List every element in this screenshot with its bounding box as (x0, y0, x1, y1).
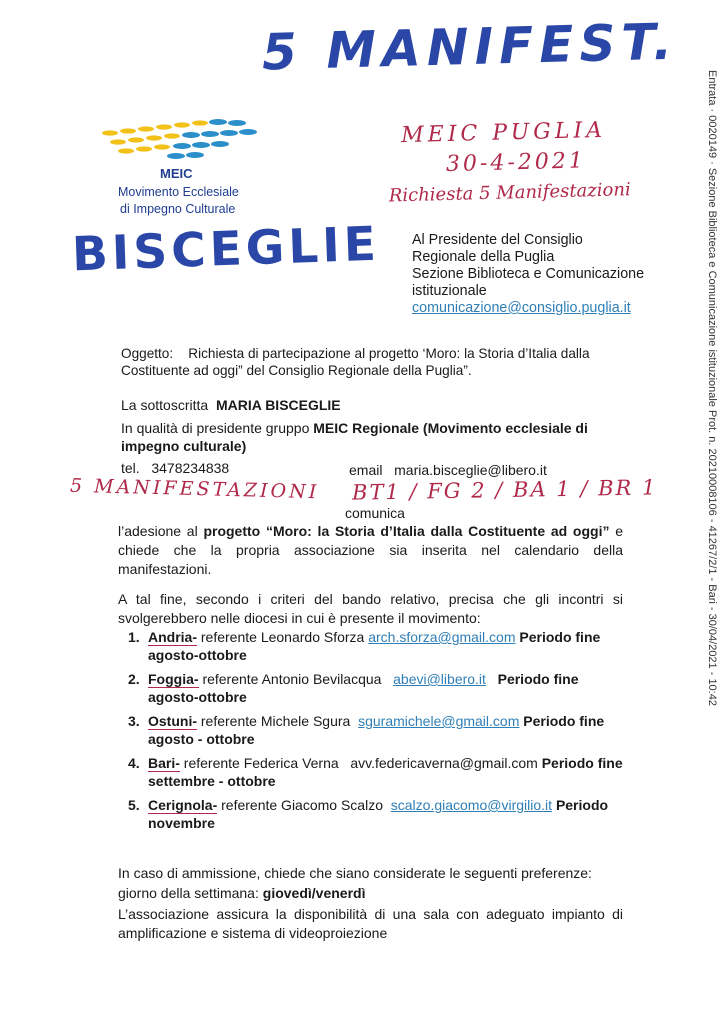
item-number: 5. (128, 797, 140, 813)
addressee-line: istituzionale (412, 283, 487, 299)
preferences-day (118, 884, 623, 903)
stamp-line-3: Richiesta 5 Manifestazioni (388, 179, 631, 207)
stamp-line-2: 30-4-2021 (445, 148, 587, 178)
protocol-stamp: Entrata · 0020149 · Sezione Biblioteca e Comunicazione istituzionale Prot. n. 20210008106 - 41267/2/1 - Bari - 30/04/2021 - 10:42 (706, 70, 718, 706)
item-city: Bari- (148, 755, 180, 771)
item-period: Periodo fine agosto-ottobre (148, 671, 579, 705)
handwritten-reference: BT1 / FG 2 / BA 1 / BR 1 (351, 475, 658, 505)
item-city: Foggia- (148, 671, 199, 687)
list-item (128, 712, 623, 748)
handwritten-bisceglie: BISCEGLIE (71, 216, 381, 283)
item-email-link[interactable]: sguramichele@gmail.com (358, 713, 520, 729)
sender-name-line (121, 396, 341, 414)
email-line (349, 461, 547, 479)
item-period: Periodo novembre (148, 797, 609, 831)
list-item (128, 754, 623, 790)
item-email-link[interactable]: arch.sforza@gmail.com (368, 629, 516, 645)
email-label: email (349, 462, 383, 478)
list-item (128, 670, 623, 706)
addressee-line: Al Presidente del Consiglio (412, 232, 583, 248)
sender-name: MARIA BISCEGLIE (215, 397, 341, 413)
sender-role (121, 419, 623, 455)
events-list (128, 628, 623, 838)
day-value: giovedì/venerdì (262, 885, 366, 901)
item-period: Periodo fine agosto - ottobre (148, 713, 605, 747)
item-city: Ostuni- (148, 713, 197, 729)
addressee-line: Sezione Biblioteca e Comunicazione (412, 266, 645, 282)
item-number: 2. (128, 671, 140, 687)
item-referent: referente Giacomo Scalzo (221, 797, 383, 813)
comunica-label: comunica (345, 505, 405, 521)
list-item (128, 796, 623, 832)
meic-logo-icon (98, 117, 268, 161)
list-item (128, 628, 623, 664)
item-email-link[interactable]: abevi@libero.it (393, 671, 486, 687)
paragraph-criteria: A tal fine, secondo i criteri del bando relativo, precisa che gli incontri si svolgerebbero nelle diocesi in cui è presente il movimento: (118, 591, 623, 626)
logo-line-1: Movimento Ecclesiale (118, 185, 239, 199)
tel-number: 3478234838 (151, 460, 230, 476)
handwritten-manifestazioni: 5 MANIFESTAZIONI (69, 474, 320, 504)
item-email-link[interactable]: scalzo.giacomo@virgilio.it (390, 797, 553, 813)
paragraph-adhesion-suffix: e chiede che la propria associazione sia inserita nel calendario della manifestazioni. (118, 523, 624, 577)
item-city: Andria- (148, 629, 197, 645)
item-referent: referente Michele Sgura (200, 713, 351, 729)
stamp-line-1: MEIC PUGLIA (400, 117, 607, 149)
handwritten-stamp (387, 114, 659, 211)
item-referent: referente Federica Verna (183, 755, 339, 771)
day-label: giorno della settimana: (118, 885, 259, 901)
preferences-intro: In caso di ammissione, chiede che siano considerate le seguenti preferenze: (118, 865, 592, 881)
paragraph-adhesion-prefix: l’adesione al (118, 523, 198, 539)
item-number: 3. (128, 713, 140, 729)
project-name: progetto “Moro: la Storia d’Italia dalla Costituente ad oggi” (203, 523, 610, 539)
handwritten-title: 5 MANIFEST. (261, 12, 679, 82)
sender-email: maria.bisceglie@libero.it (394, 462, 547, 478)
logo-line-2: di Impegno Culturale (120, 202, 236, 216)
subject-text: Richiesta di partecipazione al progetto ‘Moro: la Storia d’Italia dalla Costituente ad oggi” del Consiglio Regionale della Puglia”. (121, 346, 590, 378)
item-period: Periodo fine agosto-ottobre (148, 629, 601, 663)
undersigned-label: La sottoscritta (121, 397, 209, 413)
paragraph-adhesion (118, 522, 623, 579)
subject-line (121, 345, 641, 379)
item-period: Periodo fine settembre - ottobre (148, 755, 623, 789)
logo-acronym: MEIC (160, 166, 193, 181)
addressee-block (412, 232, 692, 317)
item-email: avv.federicaverna@gmail.com (350, 755, 538, 771)
role-prefix: In qualità di presidente gruppo (121, 420, 310, 436)
item-number: 4. (128, 755, 140, 771)
item-referent: referente Antonio Bevilacqua (202, 671, 382, 687)
tel-line (121, 459, 229, 477)
closing-paragraph: L’associazione assicura la disponibilità di una sala con adeguato impianto di amplificazione e sistema di videoproiezione (118, 906, 623, 941)
item-referent: referente Leonardo Sforza (200, 629, 365, 645)
subject-label: Oggetto: (121, 346, 174, 361)
item-city: Cerignola- (148, 797, 218, 813)
addressee-email-link[interactable]: comunicazione@consiglio.puglia.it (412, 300, 631, 316)
role-organization: MEIC Regionale (Movimento ecclesiale di impegno culturale) (121, 420, 588, 454)
tel-label: tel. (121, 460, 140, 476)
item-number: 1. (128, 629, 140, 645)
addressee-line: Regionale della Puglia (412, 249, 555, 265)
